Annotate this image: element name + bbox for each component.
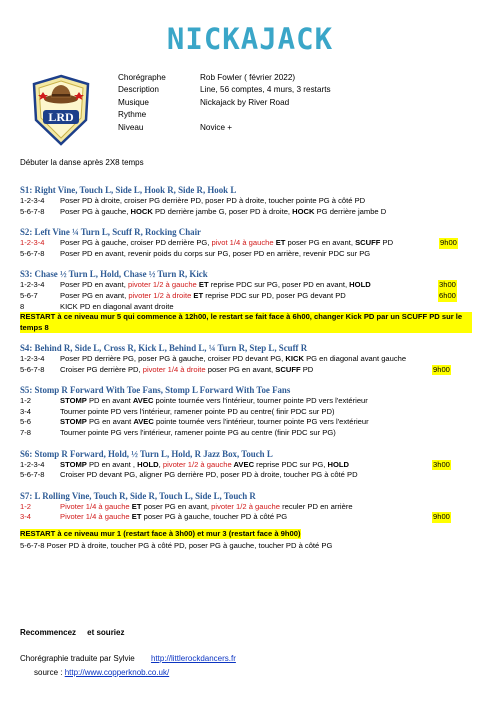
step-text: HOCK <box>292 206 315 216</box>
step-text: PD derrière jambe G, poser PD à droite, <box>152 206 293 216</box>
step-text: reprise PDC sur PD, poser PG devant PD <box>203 290 346 300</box>
info-label: Rythme <box>118 110 147 120</box>
step-counts: 5-6-7-8 <box>20 206 45 216</box>
step-text: ET <box>196 280 209 290</box>
wall-time-badge: 6h00 <box>439 290 456 300</box>
step-line <box>20 280 480 291</box>
step-text: ET <box>129 512 142 522</box>
step-text: pointe tournée vers l'intérieur, tourner pointe PD vers l'extérieur <box>153 396 368 406</box>
step-text: KICK <box>285 353 304 363</box>
step-text: , <box>158 459 163 469</box>
section-heading: S6: Stomp R Forward, Hold, ½ Turn L, Hold, R Jazz Box, Touch L <box>20 448 273 459</box>
step-counts: 3-4 <box>20 512 31 522</box>
step-text: pivoter 1/4 à droite <box>142 364 206 374</box>
step-text: ET <box>273 238 286 248</box>
step-text: Poser PD en avant, <box>60 280 128 290</box>
step-line <box>20 302 480 313</box>
wall-time-badge: 3h00 <box>433 459 450 469</box>
wall-time-badge: 9h00 <box>433 364 450 374</box>
section-heading: S7: L Rolling Vine, Touch R, Side R, Touch L, Side L, Touch R <box>20 490 256 501</box>
step-text: Tourner pointe PD vers l'intérieur, ramener pointe PD au centre( finir PDC sur PD) <box>60 406 335 416</box>
step-text: AVEC <box>133 417 154 427</box>
step-text: SCUFF <box>355 238 381 248</box>
restart-note: RESTART à ce niveau mur 1 (restart face à 3h00) et mur 3 (restart face à 9h00) <box>20 528 301 538</box>
section-heading: S1: Right Vine, Touch L, Side L, Hook R, Side R, Hook L <box>20 185 237 195</box>
step-text: poser PG à gauche, toucher PD à côté PG <box>141 512 288 522</box>
step-line <box>20 502 480 513</box>
step-text: SCUFF <box>275 364 301 374</box>
step-text: STOMP <box>60 396 87 406</box>
info-label: Description <box>118 85 159 95</box>
step-text: KICK PD en diagonal avant droite <box>60 301 174 311</box>
section-heading: S2: Left Vine ¼ Turn L, Scuff R, Rocking Chair <box>20 227 201 238</box>
step-text: Tourner pointe PG vers l'intérieur, ramener pointe PG au centre (finir PDC sur PG) <box>60 427 336 437</box>
step-line <box>20 365 480 376</box>
step-text: AVEC <box>132 396 154 406</box>
step-line <box>20 196 480 207</box>
logo-text: LRD <box>48 110 74 124</box>
step-text: reculer PD en arrière <box>279 501 353 511</box>
step-text: PD <box>380 238 394 248</box>
step-text: PG en avant <box>86 417 134 427</box>
info-value: Novice + <box>200 122 233 132</box>
step-line <box>20 460 480 471</box>
lrd-logo <box>30 74 92 146</box>
step-text: poser PG en avant, <box>205 364 276 374</box>
step-text: STOMP <box>60 417 87 427</box>
info-label: Chorégraphe <box>118 73 166 82</box>
section <box>20 384 480 438</box>
step-text: HOLD <box>349 280 371 290</box>
section <box>20 268 480 333</box>
step-text: STOMP <box>60 459 87 469</box>
step-line: 5-6-7-8 Poser PD à droite, toucher PG à côté PD, poser PG à gauche, toucher PD à côté PG <box>20 540 333 550</box>
step-line <box>20 207 480 218</box>
step-line <box>20 249 480 260</box>
step-line <box>20 291 480 302</box>
step-text: HOLD <box>137 459 159 469</box>
step-text: AVEC <box>231 459 255 469</box>
step-text: Poser PD à droite, croiser PG derrière PD, poser PD à droite, toucher pointe PG à côté PD <box>60 196 366 205</box>
step-text: pivoter 1/2 à gauche <box>127 280 197 290</box>
step-text: ET <box>191 290 204 300</box>
step-text: Croiser PD devant PG, aligner PG derrière PD, poser PD à droite, toucher PG à côté PD <box>60 470 358 480</box>
step-counts: 5-6-7 <box>20 290 38 300</box>
step-text: Pivoter 1/4 à gauche <box>60 501 130 511</box>
step-text: HOLD <box>327 459 350 469</box>
source-label: source : <box>34 668 65 677</box>
step-text: PG derrière jambe D <box>314 206 387 216</box>
source-credit <box>34 668 169 677</box>
translation-credit <box>20 654 236 663</box>
step-counts: 1-2-3-4 <box>20 459 45 469</box>
info-label: Musique <box>118 97 149 107</box>
step-counts: 5-6-7-8 <box>20 364 45 374</box>
section <box>20 226 480 259</box>
step-text: pivot 1/4 à gauche <box>211 238 274 248</box>
step-text: Croiser PG derrière PD, <box>60 364 143 374</box>
step-line <box>20 470 480 481</box>
info-block <box>118 72 331 134</box>
section-heading: S5: Stomp R Forward With Toe Fans, Stomp L Forward With Toe Fans <box>20 385 291 396</box>
step-text: ET <box>129 501 142 511</box>
step-text: poser PG en avant, <box>141 501 212 511</box>
step-text: Poser PG en avant, <box>60 290 129 300</box>
step-counts: 1-2-3-4 <box>20 353 45 363</box>
step-counts: 1-2-3-4 <box>20 196 45 205</box>
step-counts: 1-2 <box>20 396 31 406</box>
wall-time-badge: 3h00 <box>439 280 456 290</box>
step-text: HOCK <box>130 206 153 216</box>
step-line <box>20 396 480 407</box>
translation-link[interactable]: http://littlerockdancers.fr <box>150 654 236 663</box>
step-counts: 3-4 <box>20 406 31 416</box>
section <box>20 490 480 552</box>
source-link[interactable]: http://www.copperknob.co.uk/ <box>64 668 170 677</box>
step-text: reprise PDC sur PG, <box>254 459 328 469</box>
step-counts: 1-2-3-4 <box>20 238 45 248</box>
step-counts: 1-2-3-4 <box>20 280 45 290</box>
step-counts: 1-2 <box>20 501 31 511</box>
info-label: Niveau <box>118 122 144 132</box>
closing-text: Recommencez et souriez <box>20 628 125 637</box>
step-text: Pivoter 1/4 à gauche <box>60 512 130 522</box>
step-text: pivoter 1/2 à gauche <box>211 501 280 511</box>
step-text: PD en avant , <box>86 459 138 469</box>
section <box>20 184 480 217</box>
info-value: Nickajack by River Road <box>200 97 290 107</box>
document-title: NICKAJACK <box>166 22 334 56</box>
info-value: Rob Fowler ( février 2022) <box>200 73 296 82</box>
step-line <box>20 417 480 428</box>
section-heading: S4: Behind R, Side L, Cross R, Kick L, Behind L, ¼ Turn R, Step L, Scuff R <box>20 342 308 353</box>
section <box>20 342 480 375</box>
step-text: reprise PDC sur PG, poser PD en avant, <box>208 280 350 290</box>
step-text: Poser PD derrière PG, poser PG à gauche, croiser PD devant PG, <box>60 353 286 363</box>
step-counts: 8 <box>20 301 25 311</box>
wall-time-badge: 9h00 <box>433 512 450 522</box>
step-counts: 5-6 <box>20 417 31 427</box>
step-line <box>20 354 480 365</box>
step-text: PG en diagonal avant gauche <box>303 353 407 363</box>
step-text: pivoter 1/2 à droite <box>128 290 192 300</box>
start-note: Débuter la danse après 2X8 temps <box>20 158 144 167</box>
step-line <box>20 407 480 418</box>
step-counts: 7-8 <box>20 427 31 437</box>
step-text: PD <box>300 364 314 374</box>
step-text: poser PG en avant, <box>285 238 356 248</box>
restart-note: RESTART à ce niveau mur 5 qui commence à 12h00, le restart se fait face à 6h00, changer Kick PD par un SCUFF PD sur le temps 8 <box>20 312 472 333</box>
step-line <box>20 428 480 439</box>
step-text: pointe tournée vers l'intérieur, tourner pointe PG vers l'extérieur <box>153 417 369 427</box>
step-text: Poser PG à gauche, croiser PD derrière PG, <box>60 238 212 248</box>
section-heading: S3: Chase ½ Turn L, Hold, Chase ½ Turn R, Kick <box>20 269 208 280</box>
step-text: PD en avant <box>86 396 133 406</box>
step-text: Poser PD en avant, revenir poids du corps sur PG, poser PD en arrière, revenir PDC sur PG <box>60 248 371 258</box>
step-line <box>20 512 480 523</box>
translation-label: Chorégraphie traduite par Sylvie <box>20 654 135 663</box>
step-counts: 5-6-7-8 <box>20 248 45 258</box>
step-text: Poser PG à gauche, <box>60 206 131 216</box>
step-counts: 5-6-7-8 <box>20 470 45 480</box>
step-line <box>20 238 480 249</box>
info-value: Line, 56 comptes, 4 murs, 3 restarts <box>200 85 331 95</box>
step-text: pivoter 1/2 à gauche <box>162 459 232 469</box>
step-sheet <box>20 184 480 561</box>
wall-time-badge: 9h00 <box>440 238 457 248</box>
section <box>20 448 480 481</box>
